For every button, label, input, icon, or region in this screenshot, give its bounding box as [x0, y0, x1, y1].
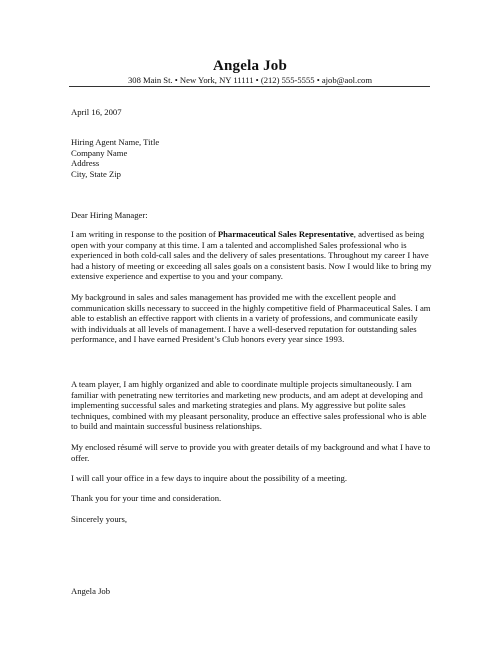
- paragraph-text: , advertised as being open with your company at this time. I am a talented and accomplished Sales professional who is experienced in both cold-call sales and the delivery of sales presentations. Throughout my career I have had a history of meeting or exceeding all sales goals on a consistent basis. Now I would like to bring my extensive experience and expertise to you and your company.: [71, 229, 432, 282]
- recipient-line: City, State Zip: [71, 168, 121, 179]
- recipient-line: Hiring Agent Name, Title: [71, 137, 160, 147]
- paragraph-teamwork: A team player, I am highly organized and able to coordinate multiple projects simultaneously. I am familiar with penetrating new territories and marketing new products, and am adept at developing and implementing successful sales and marketing strategies and plans. My aggressive but polite sales techniques, combined with my pleasant personality, produce an effective sales professional who is able to build and maintain successful business relationships.: [71, 379, 427, 432]
- salutation: Dear Hiring Manager:: [71, 210, 148, 220]
- sender-name: Angela Job: [212, 58, 288, 74]
- position-title: Pharmaceutical Sales Representative: [217, 229, 354, 239]
- paragraph-follow-up: I will call your office in a few days to inquire about the possibility of a meeting.: [71, 473, 348, 483]
- sender-contact-info: 308 Main St. • New York, NY 11111 • (212) 555-5555 • ajob@aol.com: [127, 75, 373, 85]
- paragraph-thanks: Thank you for your time and consideration.: [71, 493, 222, 503]
- recipient-line: Address: [71, 158, 100, 169]
- closing: Sincerely yours,: [71, 514, 128, 524]
- signature-name: Angela Job: [71, 586, 111, 596]
- paragraph-enclosure: My enclosed résumé will serve to provide you with greater details of my background and what I have to offer.: [71, 442, 431, 463]
- header-divider: [69, 86, 430, 87]
- paragraph-background: My background in sales and sales management has provided me with the excellent people and communication skills necessary to succeed in the highly competitive field of Pharmaceutical Sales. I am able to establish an effective rapport with clients in a variety of professions, and communicate easily with individuals at all levels of management. I have a well-deserved reputation for outstanding sales performance, and I have earned President’s Club honors every year since 1993.: [71, 292, 431, 345]
- recipient-line: Company Name: [71, 147, 128, 158]
- paragraph-intro: [71, 229, 433, 282]
- paragraph-text: I am writing in response to the position of: [71, 229, 218, 239]
- letter-date: April 16, 2007: [71, 107, 122, 117]
- recipient-address: [71, 137, 433, 179]
